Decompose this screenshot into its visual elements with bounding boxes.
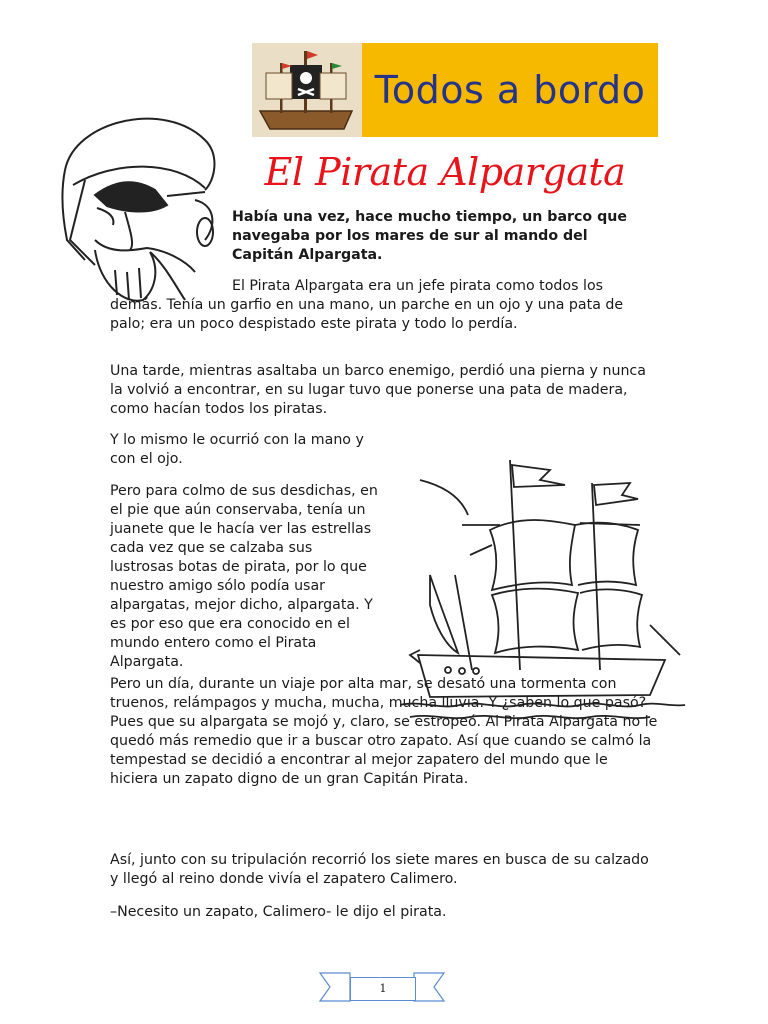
paragraph-4: Pero para colmo de sus desdichas, en el pie que aún conservaba, tenía un juanete que le hacía ver las estrellas cada vez que se calzaba sus lustrosas botas de pirata, por lo que nuestro amigo sólo podía usar alpargatas, mejor dicho, alpargata. Y es por eso que era conocido en el mundo entero como el Pirata Alpargata. <box>110 483 378 670</box>
paragraph-2: Una tarde, mientras asaltaba un barco enemigo, perdió una pierna y nunca la volvió a encontrar, en su lugar tuvo que ponerse una pata de madera, como hacían todos los piratas. <box>110 363 646 417</box>
paragraph-3: Y lo mismo le ocurrió con la mano y con el ojo. <box>110 432 364 467</box>
paragraph-1: El Pirata Alpargata era un jefe pirata como todos los demás. Tenía un garfio en una mano, un parche en un ojo y una pata de palo; era un poco despistado este pirata y todo lo perdía. <box>110 278 624 332</box>
page-number: 1 <box>350 977 416 1001</box>
paragraph-7: –Necesito un zapato, Calimero- le dijo el pirata. <box>110 904 447 920</box>
banner-title: Todos a bordo <box>374 68 646 112</box>
story-title: El Pirata Alpargata <box>264 150 626 194</box>
header-banner <box>252 43 658 137</box>
intro-paragraph: Había una vez, hace mucho tiempo, un barco que navegaba por los mares de sur al mando del Capitán Alpargata. <box>232 209 627 263</box>
paragraph-5: Pero un día, durante un viaje por alta mar, se desató una tormenta con truenos, relámpagos y mucha, mucha, mucha lluvia. Y ¿saben lo que pasó? Pues que su alpargata se mojó y, claro, se estropeó. Al Pirata Alpargata no le quedó más remedio que ir a buscar otro zapato. Así que cuando se calmó la tempestad se decidió a encontrar al mejor zapatero del mundo que le hiciera un zapato digno de un gran Capitán Pirata. <box>110 676 658 787</box>
paragraph-6: Así, junto con su tripulación recorrió los siete mares en busca de su calzado y llegó al reino donde vivía el zapatero Calimero. <box>110 852 649 887</box>
sailing-ship-illustration <box>400 455 690 725</box>
pirate-ship-banner-image <box>252 43 362 137</box>
